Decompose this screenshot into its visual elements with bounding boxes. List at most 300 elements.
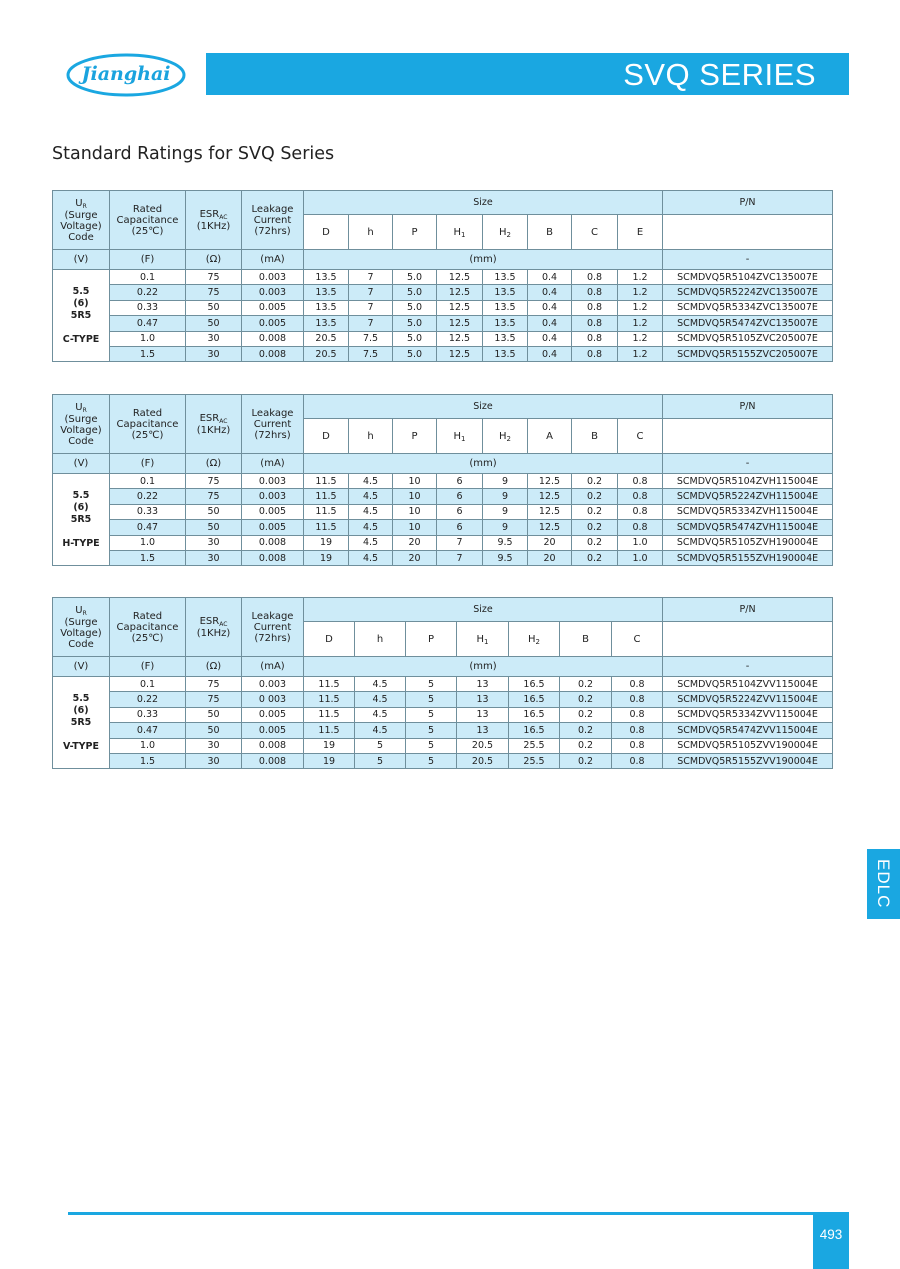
table-cell: 13.5 bbox=[483, 300, 528, 315]
voltage-code-line: 5.5 bbox=[72, 489, 90, 501]
table-cell: 0.2 bbox=[560, 707, 612, 722]
table-cell: 0.2 bbox=[572, 489, 618, 504]
voltage-code-header bbox=[53, 598, 110, 657]
table-cell: 5 bbox=[406, 753, 457, 768]
part-number-cell: SCMDVQ5R5155ZVC205007E bbox=[663, 346, 833, 361]
table-cell: 5.0 bbox=[393, 346, 437, 361]
table-cell: 13.5 bbox=[304, 316, 349, 331]
size-col-h2 bbox=[509, 622, 560, 657]
part-number-cell: SCMDVQ5R5474ZVC135007E bbox=[663, 316, 833, 331]
esr-frequency: (1KHz) bbox=[196, 220, 231, 232]
table-cell: 12.5 bbox=[437, 316, 483, 331]
footer-rule bbox=[68, 1212, 849, 1215]
table-cell: 4.5 bbox=[355, 692, 406, 707]
part-number-cell: SCMDVQ5R5105ZVC205007E bbox=[663, 331, 833, 346]
size-col-b: B bbox=[528, 215, 572, 250]
leakage-header: Leakage Current (72hrs) bbox=[242, 191, 304, 250]
units-row bbox=[53, 454, 833, 474]
table-cell: 11.5 bbox=[304, 474, 349, 489]
ur-description: (Surge Voltage) Code bbox=[60, 209, 102, 243]
esr-symbol: ESR bbox=[199, 208, 220, 220]
size-col-subscript: 1 bbox=[484, 637, 489, 646]
leakage-header: Leakage Current (72hrs) bbox=[242, 598, 304, 657]
voltage-code-line: (6) bbox=[73, 501, 89, 513]
table-row bbox=[53, 738, 833, 753]
ur-symbol: U bbox=[75, 197, 83, 209]
table-cell: 0.8 bbox=[612, 692, 663, 707]
table-cell: 50 bbox=[186, 316, 242, 331]
size-col-h2 bbox=[483, 215, 528, 250]
part-number-cell: SCMDVQ5R5104ZVV115004E bbox=[663, 677, 833, 692]
table-cell: 0.008 bbox=[242, 753, 304, 768]
brand-logo bbox=[65, 52, 187, 98]
table-cell: 13.5 bbox=[483, 346, 528, 361]
table-cell: 7 bbox=[349, 316, 393, 331]
esr-subscript: AC bbox=[219, 417, 228, 425]
table-cell: 0.33 bbox=[110, 300, 186, 315]
voltage-code-cell bbox=[53, 270, 110, 362]
table-cell: 20 bbox=[528, 535, 572, 550]
table-cell: 0.22 bbox=[110, 285, 186, 300]
esr-header bbox=[186, 598, 242, 657]
table-cell: 5 bbox=[406, 723, 457, 738]
table-cell: 25.5 bbox=[509, 753, 560, 768]
table-cell: 1.0 bbox=[110, 738, 186, 753]
ur-subscript: R bbox=[82, 609, 87, 617]
table-cell: 13 bbox=[457, 707, 509, 722]
size-col-b: B bbox=[560, 622, 612, 657]
table-cell: 1.5 bbox=[110, 753, 186, 768]
table-cell: 0.2 bbox=[560, 692, 612, 707]
table-cell: 0.005 bbox=[242, 316, 304, 331]
table-cell: 4.5 bbox=[349, 474, 393, 489]
table-cell: 0.005 bbox=[242, 300, 304, 315]
table-cell: 20.5 bbox=[304, 346, 349, 361]
table-cell: 19 bbox=[304, 753, 355, 768]
table-row bbox=[53, 535, 833, 550]
table-cell: 19 bbox=[304, 738, 355, 753]
table-row bbox=[53, 504, 833, 519]
voltage-code-cell bbox=[53, 474, 110, 566]
code-spacer bbox=[53, 729, 109, 741]
table-cell: 0.005 bbox=[242, 723, 304, 738]
size-col-symbol: H bbox=[499, 226, 507, 238]
table-cell: 13.5 bbox=[483, 285, 528, 300]
table-cell: 11.5 bbox=[304, 677, 355, 692]
table-row bbox=[53, 331, 833, 346]
table-cell: 9 bbox=[483, 489, 528, 504]
table-cell: 1.0 bbox=[110, 535, 186, 550]
table-cell: 4.5 bbox=[355, 677, 406, 692]
unit-f: (F) bbox=[110, 250, 186, 270]
table-cell: 50 bbox=[186, 707, 242, 722]
size-col-h: h bbox=[355, 622, 406, 657]
size-col-h1 bbox=[437, 215, 483, 250]
table-row bbox=[53, 692, 833, 707]
table-cell: 19 bbox=[304, 550, 349, 565]
table-cell: 13.5 bbox=[304, 270, 349, 285]
table-cell: 0.005 bbox=[242, 504, 304, 519]
unit-ohm: (Ω) bbox=[186, 454, 242, 474]
table-cell: 50 bbox=[186, 300, 242, 315]
esr-frequency: (1KHz) bbox=[196, 424, 231, 436]
size-col-h: h bbox=[349, 419, 393, 454]
size-col-e: E bbox=[618, 215, 663, 250]
table-row bbox=[53, 285, 833, 300]
page-number: 493 bbox=[819, 1227, 843, 1242]
table-cell: 0.8 bbox=[612, 723, 663, 738]
table-cell: 1.5 bbox=[110, 346, 186, 361]
table-cell: 0.47 bbox=[110, 723, 186, 738]
table-cell: 0.005 bbox=[242, 520, 304, 535]
table-cell: 0.2 bbox=[572, 520, 618, 535]
table-cell: 11.5 bbox=[304, 504, 349, 519]
table-cell: 4.5 bbox=[355, 723, 406, 738]
table-cell: 5.0 bbox=[393, 270, 437, 285]
table-cell: 1.2 bbox=[618, 300, 663, 315]
unit-v: (V) bbox=[53, 250, 110, 270]
unit-v: (V) bbox=[53, 454, 110, 474]
table-cell: 1.5 bbox=[110, 550, 186, 565]
table-cell: 12.5 bbox=[528, 520, 572, 535]
table-cell: 12.5 bbox=[437, 300, 483, 315]
code-spacer bbox=[53, 322, 109, 334]
type-label: V-TYPE bbox=[62, 740, 100, 752]
table-cell: 13.5 bbox=[304, 300, 349, 315]
part-number-cell: SCMDVQ5R5224ZVH115004E bbox=[663, 489, 833, 504]
voltage-code-line: 5R5 bbox=[70, 513, 92, 525]
pn-header: P/N bbox=[663, 395, 833, 419]
part-number-cell: SCMDVQ5R5474ZVV115004E bbox=[663, 723, 833, 738]
size-col-subscript: 1 bbox=[461, 230, 466, 239]
table-cell: 16.5 bbox=[509, 677, 560, 692]
size-col-a: A bbox=[528, 419, 572, 454]
part-number-cell: SCMDVQ5R5334ZVV115004E bbox=[663, 707, 833, 722]
capacitance-header: Rated Capacitance (25℃) bbox=[110, 191, 186, 250]
size-col-symbol: H bbox=[453, 430, 462, 442]
size-col-h2 bbox=[483, 419, 528, 454]
table-cell: 1.2 bbox=[618, 285, 663, 300]
table-cell: 75 bbox=[186, 474, 242, 489]
leakage-header: Leakage Current (72hrs) bbox=[242, 395, 304, 454]
unit-ma: (mA) bbox=[242, 657, 304, 677]
table-cell: 5 bbox=[355, 753, 406, 768]
pn-subheader-blank bbox=[663, 215, 833, 250]
size-col-h: h bbox=[349, 215, 393, 250]
table-cell: 11.5 bbox=[304, 520, 349, 535]
part-number-cell: SCMDVQ5R5334ZVH115004E bbox=[663, 504, 833, 519]
table-cell: 20.5 bbox=[457, 738, 509, 753]
table-cell: 1.0 bbox=[618, 550, 663, 565]
table-cell: 0.008 bbox=[242, 738, 304, 753]
table-row bbox=[53, 300, 833, 315]
table-cell: 4.5 bbox=[349, 520, 393, 535]
page-number-box bbox=[813, 1215, 849, 1269]
table-cell: 0.33 bbox=[110, 504, 186, 519]
table-cell: 10 bbox=[393, 504, 437, 519]
table-cell: 0.2 bbox=[560, 723, 612, 738]
unit-mm: (mm) bbox=[304, 454, 663, 474]
table-cell: 10 bbox=[393, 520, 437, 535]
pn-header: P/N bbox=[663, 191, 833, 215]
part-number-cell: SCMDVQ5R5155ZVV190004E bbox=[663, 753, 833, 768]
table-cell: 0.4 bbox=[528, 300, 572, 315]
table-cell: 12.5 bbox=[528, 474, 572, 489]
section-title: Standard Ratings for SVQ Series bbox=[52, 144, 335, 164]
table-row bbox=[53, 677, 833, 692]
table-cell: 0.4 bbox=[528, 285, 572, 300]
table-cell: 0.8 bbox=[572, 331, 618, 346]
size-col-d: D bbox=[304, 419, 349, 454]
size-col-subscript: 2 bbox=[506, 230, 511, 239]
voltage-code-line: 5.5 bbox=[72, 285, 90, 297]
size-col-c: C bbox=[612, 622, 663, 657]
capacitance-header: Rated Capacitance (25℃) bbox=[110, 395, 186, 454]
table-cell: 0.008 bbox=[242, 550, 304, 565]
table-cell: 9.5 bbox=[483, 550, 528, 565]
table-cell: 0.008 bbox=[242, 346, 304, 361]
table-cell: 0.8 bbox=[618, 489, 663, 504]
table-cell: 50 bbox=[186, 520, 242, 535]
table-cell: 5 bbox=[406, 692, 457, 707]
table-cell: 0.8 bbox=[572, 346, 618, 361]
size-col-p: P bbox=[393, 215, 437, 250]
esr-symbol: ESR bbox=[199, 412, 220, 424]
table-cell: 4.5 bbox=[349, 489, 393, 504]
table-cell: 6 bbox=[437, 520, 483, 535]
table-cell: 12.5 bbox=[437, 270, 483, 285]
table-cell: 20 bbox=[528, 550, 572, 565]
table-cell: 12.5 bbox=[437, 346, 483, 361]
table-cell: 75 bbox=[186, 270, 242, 285]
voltage-code-line: 5R5 bbox=[70, 309, 92, 321]
table-cell: 0.005 bbox=[242, 707, 304, 722]
table-row bbox=[53, 346, 833, 361]
table-cell: 0.8 bbox=[618, 520, 663, 535]
part-number-cell: SCMDVQ5R5105ZVV190004E bbox=[663, 738, 833, 753]
table-cell: 0.8 bbox=[618, 474, 663, 489]
table-cell: 0.4 bbox=[528, 331, 572, 346]
table-cell: 0.4 bbox=[528, 316, 572, 331]
table-cell: 0.2 bbox=[560, 738, 612, 753]
table-cell: 0.8 bbox=[612, 738, 663, 753]
table-cell: 5 bbox=[406, 707, 457, 722]
pn-header: P/N bbox=[663, 598, 833, 622]
part-number-cell: SCMDVQ5R5474ZVH115004E bbox=[663, 520, 833, 535]
part-number-cell: SCMDVQ5R5104ZVH115004E bbox=[663, 474, 833, 489]
table-cell: 0.33 bbox=[110, 707, 186, 722]
table-cell: 0.8 bbox=[612, 677, 663, 692]
voltage-code-line: 5.5 bbox=[72, 692, 90, 704]
table-cell: 13.5 bbox=[304, 285, 349, 300]
table-cell: 0.2 bbox=[572, 474, 618, 489]
table-cell: 1.2 bbox=[618, 331, 663, 346]
part-number-cell: SCMDVQ5R5155ZVH190004E bbox=[663, 550, 833, 565]
table-cell: 0.1 bbox=[110, 474, 186, 489]
unit-ma: (mA) bbox=[242, 250, 304, 270]
table-row bbox=[53, 270, 833, 285]
ratings-table-h-type bbox=[52, 394, 833, 566]
unit-f: (F) bbox=[110, 657, 186, 677]
code-spacer bbox=[53, 526, 109, 538]
table-cell: 5.0 bbox=[393, 300, 437, 315]
table-cell: 0.2 bbox=[572, 550, 618, 565]
units-row bbox=[53, 657, 833, 677]
table-cell: 0.2 bbox=[572, 504, 618, 519]
table-cell: 30 bbox=[186, 738, 242, 753]
table-cell: 7.5 bbox=[349, 331, 393, 346]
size-col-p: P bbox=[406, 622, 457, 657]
table-cell: 6 bbox=[437, 474, 483, 489]
table-cell: 1.0 bbox=[618, 535, 663, 550]
table-cell: 0.22 bbox=[110, 489, 186, 504]
table-cell: 11.5 bbox=[304, 707, 355, 722]
size-col-subscript: 2 bbox=[506, 434, 511, 443]
size-col-d: D bbox=[304, 215, 349, 250]
table-cell: 75 bbox=[186, 489, 242, 504]
part-number-cell: SCMDVQ5R5224ZVV115004E bbox=[663, 692, 833, 707]
size-col-c: C bbox=[618, 419, 663, 454]
table-cell: 9 bbox=[483, 520, 528, 535]
size-col-p: P bbox=[393, 419, 437, 454]
table-cell: 5.0 bbox=[393, 331, 437, 346]
table-cell: 0.47 bbox=[110, 520, 186, 535]
ur-description: (Surge Voltage) Code bbox=[60, 413, 102, 447]
table-cell: 30 bbox=[186, 346, 242, 361]
table-row bbox=[53, 707, 833, 722]
ur-description: (Surge Voltage) Code bbox=[60, 616, 102, 650]
table-cell: 7 bbox=[349, 270, 393, 285]
table-cell: 0.008 bbox=[242, 535, 304, 550]
table-cell: 16.5 bbox=[509, 707, 560, 722]
units-row bbox=[53, 250, 833, 270]
unit-mm: (mm) bbox=[304, 657, 663, 677]
part-number-cell: SCMDVQ5R5224ZVC135007E bbox=[663, 285, 833, 300]
table-cell: 6 bbox=[437, 504, 483, 519]
table-cell: 5 bbox=[406, 738, 457, 753]
table-cell: 10 bbox=[393, 474, 437, 489]
table-cell: 12.5 bbox=[528, 489, 572, 504]
ur-subscript: R bbox=[82, 202, 87, 210]
table-row bbox=[53, 520, 833, 535]
table-cell: 20.5 bbox=[457, 753, 509, 768]
size-col-b: B bbox=[572, 419, 618, 454]
table-cell: 0.8 bbox=[572, 300, 618, 315]
size-header: Size bbox=[304, 191, 663, 215]
table-cell: 25.5 bbox=[509, 738, 560, 753]
table-cell: 6 bbox=[437, 489, 483, 504]
table-cell: 0.003 bbox=[242, 677, 304, 692]
table-cell: 13.5 bbox=[483, 331, 528, 346]
table-cell: 1.0 bbox=[110, 331, 186, 346]
table-cell: 0.47 bbox=[110, 316, 186, 331]
unit-pn: - bbox=[663, 250, 833, 270]
table-cell: 12.5 bbox=[437, 285, 483, 300]
table-cell: 12.5 bbox=[437, 331, 483, 346]
voltage-code-line: 5R5 bbox=[70, 716, 92, 728]
ratings-table-v-type bbox=[52, 597, 833, 769]
esr-frequency: (1KHz) bbox=[196, 627, 231, 639]
edlc-label: EDLC bbox=[874, 859, 893, 909]
table-cell: 13 bbox=[457, 677, 509, 692]
table-cell: 4.5 bbox=[349, 504, 393, 519]
table-cell: 0.4 bbox=[528, 346, 572, 361]
voltage-code-header bbox=[53, 395, 110, 454]
table-cell: 50 bbox=[186, 504, 242, 519]
table-cell: 9 bbox=[483, 474, 528, 489]
size-col-symbol: H bbox=[499, 430, 507, 442]
unit-pn: - bbox=[663, 657, 833, 677]
size-col-symbol: H bbox=[453, 226, 462, 238]
table-cell: 30 bbox=[186, 535, 242, 550]
ur-symbol: U bbox=[75, 604, 83, 616]
size-header: Size bbox=[304, 598, 663, 622]
table-row bbox=[53, 753, 833, 768]
table-cell: 0 003 bbox=[242, 692, 304, 707]
size-col-d: D bbox=[304, 622, 355, 657]
table-cell: 5.0 bbox=[393, 285, 437, 300]
size-col-h1 bbox=[437, 419, 483, 454]
type-label: H-TYPE bbox=[62, 537, 100, 549]
unit-ohm: (Ω) bbox=[186, 657, 242, 677]
type-label: C-TYPE bbox=[62, 333, 100, 345]
table-cell: 30 bbox=[186, 331, 242, 346]
part-number-cell: SCMDVQ5R5105ZVH190004E bbox=[663, 535, 833, 550]
table-cell: 1.2 bbox=[618, 270, 663, 285]
table-cell: 0.8 bbox=[618, 504, 663, 519]
table-row bbox=[53, 723, 833, 738]
table-cell: 13 bbox=[457, 692, 509, 707]
table-cell: 11.5 bbox=[304, 692, 355, 707]
table-cell: 0.8 bbox=[612, 753, 663, 768]
table-cell: 75 bbox=[186, 692, 242, 707]
ur-subscript: R bbox=[82, 406, 87, 414]
table-cell: 13.5 bbox=[483, 316, 528, 331]
unit-f: (F) bbox=[110, 454, 186, 474]
table-cell: 7 bbox=[437, 550, 483, 565]
table-cell: 0.1 bbox=[110, 677, 186, 692]
unit-v: (V) bbox=[53, 657, 110, 677]
table-cell: 16.5 bbox=[509, 692, 560, 707]
table-cell: 7 bbox=[437, 535, 483, 550]
table-cell: 20 bbox=[393, 550, 437, 565]
unit-ohm: (Ω) bbox=[186, 250, 242, 270]
table-cell: 75 bbox=[186, 677, 242, 692]
table-cell: 13.5 bbox=[483, 270, 528, 285]
ur-symbol: U bbox=[75, 401, 83, 413]
esr-subscript: AC bbox=[219, 213, 228, 221]
table-row bbox=[53, 489, 833, 504]
table-cell: 16.5 bbox=[509, 723, 560, 738]
table-cell: 0.003 bbox=[242, 474, 304, 489]
series-title: SVQ SERIES bbox=[623, 57, 816, 92]
table-cell: 30 bbox=[186, 753, 242, 768]
table-cell: 0.2 bbox=[560, 677, 612, 692]
size-col-subscript: 1 bbox=[461, 434, 466, 443]
esr-subscript: AC bbox=[219, 620, 228, 628]
table-cell: 0.8 bbox=[612, 707, 663, 722]
table-cell: 11.5 bbox=[304, 489, 349, 504]
table-cell: 10 bbox=[393, 489, 437, 504]
voltage-code-line: (6) bbox=[73, 297, 89, 309]
voltage-code-line: (6) bbox=[73, 704, 89, 716]
part-number-cell: SCMDVQ5R5334ZVC135007E bbox=[663, 300, 833, 315]
table-cell: 4.5 bbox=[349, 535, 393, 550]
table-cell: 0.2 bbox=[560, 753, 612, 768]
size-col-symbol: H bbox=[476, 633, 485, 645]
voltage-code-header bbox=[53, 191, 110, 250]
table-cell: 0.1 bbox=[110, 270, 186, 285]
